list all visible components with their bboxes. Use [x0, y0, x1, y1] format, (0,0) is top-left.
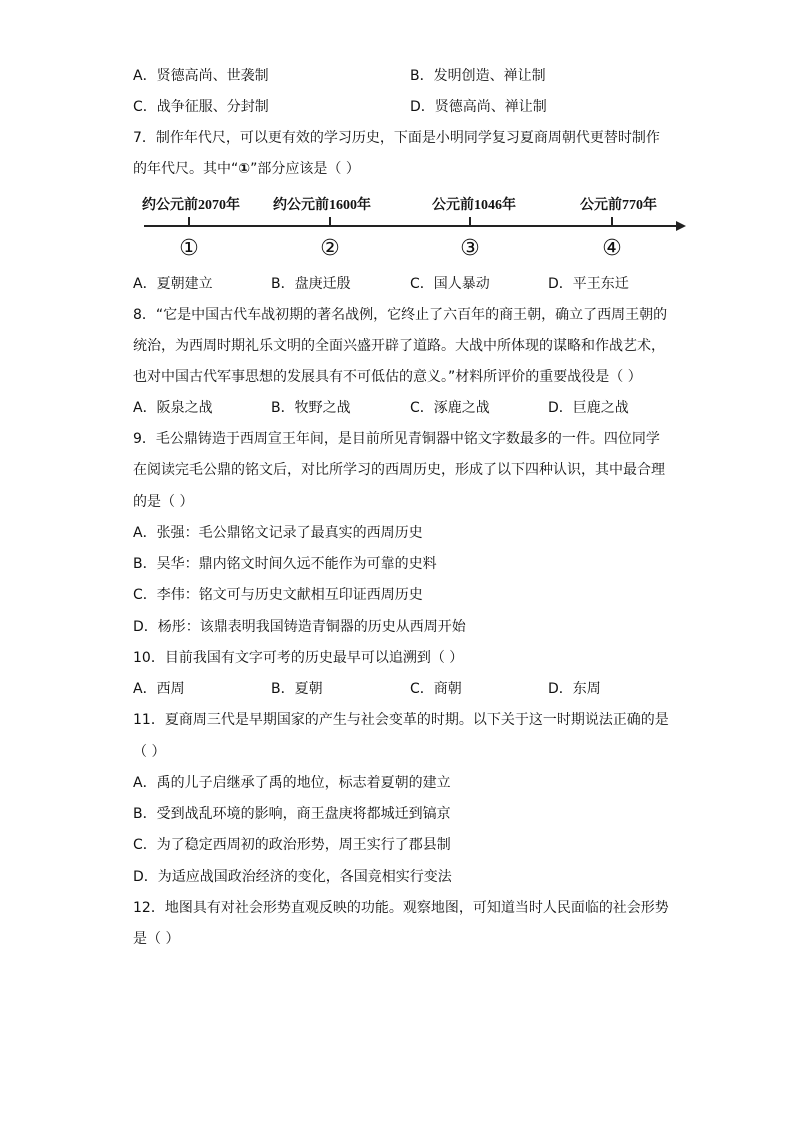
q7-option-b: B．盘庚迁殷 [271, 276, 351, 292]
q11-option-b: B．受到战乱环境的影响，商王盘庚将都城迁到镐京 [133, 806, 451, 822]
q11-option-c: C．为了稳定西周初的政治形势，周王实行了郡县制 [133, 837, 451, 853]
q8-option-a: A．阪泉之战 [133, 400, 213, 416]
timeline-arrow-icon [676, 221, 686, 231]
q7-stem-suffix: ”部分应该是（ ） [250, 161, 360, 177]
timeline-label-3: 公元前1046年 [432, 198, 516, 213]
q7-option-c: C．国人暴动 [410, 276, 490, 292]
q7-stem-line-2 [133, 160, 360, 178]
q12-stem-line-1: 12．地图具有对社会形势直观反映的功能。观察地图，可知道当时人民面临的社会形势 [133, 900, 669, 916]
q8-stem-line-1: 8．“它是中国古代车战初期的著名战例，它终止了六百年的商王朝，确立了西周王朝的 [133, 307, 668, 323]
q7-stem-prefix: 的年代尺。其中“ [133, 161, 239, 177]
q11-stem-line-1: 11．夏商周三代是早期国家的产生与社会变革的时期。以下关于这一时期说法正确的是 [133, 712, 669, 728]
q8-stem-line-3: 也对中国古代军事思想的发展具有不可低估的意义。”材料所评价的重要战役是（ ） [133, 369, 642, 385]
q9-option-b: B．吴华：鼎内铭文时间久远不能作为可靠的史料 [133, 556, 437, 572]
q11-stem-line-2: （ ） [133, 744, 166, 760]
q8-option-c: C．涿鹿之战 [410, 400, 490, 416]
timeline-marker-3: ③ [460, 236, 480, 261]
q8-stem-line-2: 统治，为西周时期礼乐文明的全面兴盛开辟了道路。大战中所体现的谋略和作战艺术， [133, 338, 665, 354]
q6-option-d: D．贤德高尚、禅让制 [410, 99, 547, 115]
q9-stem-line-2: 在阅读完毛公鼎的铭文后，对比所学习的西周历史，形成了以下四种认识，其中最合理 [133, 462, 665, 478]
q10-option-d: D．东周 [548, 681, 601, 697]
q7-option-a: A．夏朝建立 [133, 276, 213, 292]
timeline-marker-1: ① [179, 236, 199, 261]
q6-option-a: A．贤德高尚、世袭制 [133, 68, 269, 84]
q9-stem-line-1: 9．毛公鼎铸造于西周宣王年间，是目前所见青铜器中铭文字数最多的一件。四位同学 [133, 431, 660, 447]
q10-option-a: A．西周 [133, 681, 185, 697]
q9-option-d: D．杨彤：该鼎表明我国铸造青铜器的历史从西周开始 [133, 619, 466, 635]
q9-stem-line-3: 的是（ ） [133, 494, 194, 510]
q6-option-b: B．发明创造、禅让制 [410, 68, 546, 84]
q6-option-c: C．战争征服、分封制 [133, 99, 269, 115]
q8-option-d: D．巨鹿之战 [548, 400, 629, 416]
timeline-marker-4: ④ [602, 236, 622, 261]
timeline-label-2: 约公元前1600年 [273, 198, 371, 213]
timeline-chart [130, 190, 690, 265]
q9-option-c: C．李伟：铭文可与历史文献相互印证西周历史 [133, 587, 423, 603]
q7-stem-line-1: 7．制作年代尺，可以更有效的学习历史，下面是小明同学复习夏商周朝代更替时制作 [133, 130, 660, 146]
q11-option-a: A．禹的儿子启继承了禹的地位，标志着夏朝的建立 [133, 775, 451, 791]
q12-stem-line-2: 是（ ） [133, 931, 180, 947]
q7-option-d: D．平王东迁 [548, 276, 629, 292]
q10-option-c: C．商朝 [410, 681, 462, 697]
q7-stem-marker: ① [238, 161, 251, 177]
q10-stem-line-1: 10．目前我国有文字可考的历史最早可以追溯到（ ） [133, 650, 464, 666]
q11-option-d: D．为适应战国政治经济的变化，各国竞相实行变法 [133, 869, 452, 885]
q8-option-b: B．牧野之战 [271, 400, 351, 416]
q9-option-a: A．张强：毛公鼎铭文记录了最真实的西周历史 [133, 525, 423, 541]
timeline-marker-2: ② [320, 236, 340, 261]
timeline-label-4: 公元前770年 [580, 198, 657, 213]
timeline-label-1: 约公元前2070年 [142, 198, 240, 213]
q10-option-b: B．夏朝 [271, 681, 323, 697]
